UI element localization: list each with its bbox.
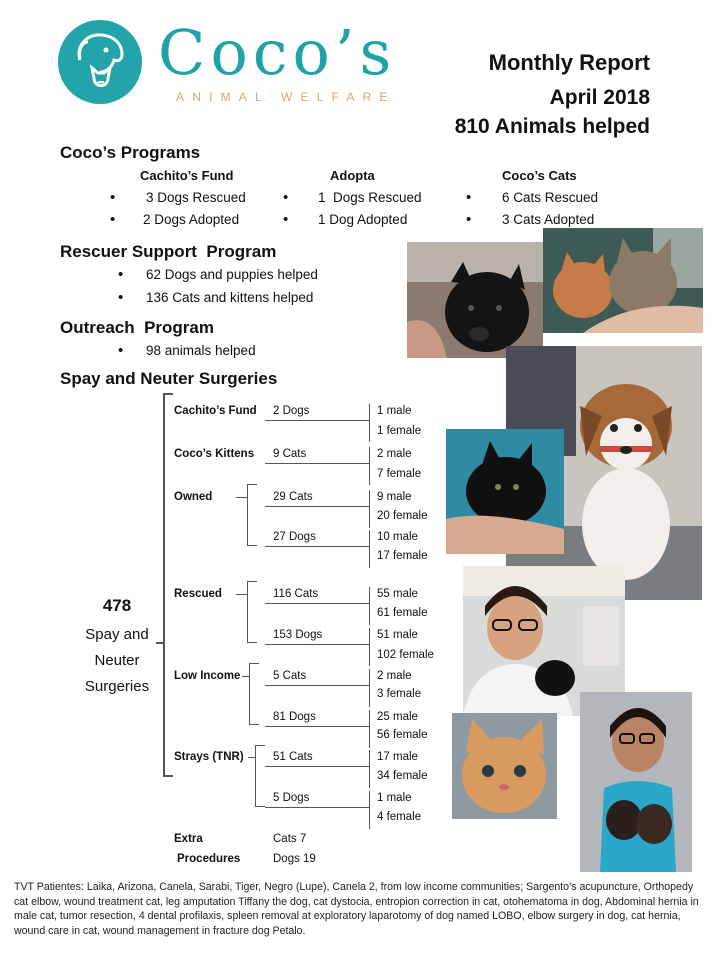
- list-item: 3 Dogs Rescued: [146, 190, 246, 205]
- female-count: 1 female: [377, 425, 422, 437]
- female-count: 61 female: [377, 607, 428, 619]
- report-period: April 2018: [549, 86, 650, 109]
- split-line: [369, 530, 370, 568]
- connector-line: [265, 644, 370, 645]
- male-count: 2 male: [377, 670, 412, 682]
- male-count: 1 male: [377, 405, 412, 417]
- sub-bracket: [247, 484, 248, 546]
- female-count: 3 female: [377, 688, 422, 700]
- main-bracket-tick: [156, 642, 164, 644]
- split-line: [369, 669, 370, 707]
- surgeries-total-label-2: Neuter: [94, 652, 140, 669]
- rescuer-support-title: Rescuer Support Program: [60, 242, 277, 261]
- group-label-strays: Strays (TNR): [174, 751, 244, 763]
- sub-bracket: [255, 745, 256, 807]
- male-count: 17 male: [377, 751, 418, 763]
- split-line: [369, 490, 370, 528]
- connector-line: [265, 766, 370, 767]
- list-item: 98 animals helped: [146, 343, 256, 358]
- program-name-adopta: Adopta: [330, 168, 375, 183]
- animals-helped-total: 810 Animals helped: [454, 115, 650, 138]
- extra-dogs: Dogs 19: [273, 853, 316, 865]
- male-count: 55 male: [377, 588, 418, 600]
- female-count: 4 female: [377, 811, 422, 823]
- brand-subtitle: ANIMAL WELFARE: [176, 90, 396, 104]
- female-count: 7 female: [377, 468, 422, 480]
- dog-cat-logo-icon: [58, 20, 142, 104]
- sub-bracket-top: [249, 663, 259, 664]
- list-item: 6 Cats Rescued: [502, 190, 599, 205]
- photo-black-kitten: [446, 429, 564, 554]
- sub-bracket-top: [247, 581, 257, 582]
- bullet-icon: •: [118, 266, 124, 283]
- group-label-rescued: Rescued: [174, 588, 222, 600]
- sub-bracket-bottom: [249, 724, 259, 725]
- male-count: 10 male: [377, 531, 418, 543]
- bullet-icon: •: [118, 342, 124, 359]
- split-line: [369, 404, 370, 442]
- female-count: 102 female: [377, 649, 434, 661]
- extra-cats: Cats 7: [273, 833, 307, 845]
- program-name-cocos-cats: Coco’s Cats: [502, 168, 577, 183]
- split-line: [369, 710, 370, 748]
- split-line: [369, 628, 370, 666]
- photo-girl-with-puppies: [580, 692, 692, 872]
- female-count: 17 female: [377, 550, 428, 562]
- main-bracket: [163, 393, 165, 776]
- main-bracket-bottom: [163, 775, 173, 777]
- surgeries-total-label-3: Surgeries: [84, 678, 150, 695]
- sub-bracket-bottom: [247, 545, 257, 546]
- bullet-icon: •: [283, 189, 289, 206]
- group-label-cocos-kittens: Coco’s Kittens: [174, 448, 255, 460]
- split-line: [369, 750, 370, 788]
- connector-line: [265, 603, 370, 604]
- sub-bracket-bottom: [247, 642, 257, 643]
- sub-bracket-top: [255, 745, 265, 746]
- connector-line: [265, 726, 370, 727]
- female-count: 20 female: [377, 510, 428, 522]
- brand-name: Coco’s: [158, 16, 397, 89]
- sub-bracket: [249, 663, 250, 725]
- photo-orange-kitten: [452, 713, 557, 819]
- group-count: 81 Dogs: [273, 711, 316, 723]
- male-count: 1 male: [377, 792, 412, 804]
- procedures-label: Procedures: [177, 853, 241, 865]
- group-count: 5 Dogs: [273, 792, 310, 804]
- connector-line: [265, 420, 370, 421]
- connector-line: [265, 807, 370, 808]
- bullet-icon: •: [466, 211, 472, 228]
- photo-black-puppy: [407, 242, 543, 358]
- group-label-cachito: Cachito’s Fund: [174, 405, 257, 417]
- list-item: 1 Dogs Rescued: [318, 190, 422, 205]
- split-line: [369, 447, 370, 485]
- surgeries-total-label-1: Spay and: [85, 626, 149, 643]
- sub-bracket-bottom: [255, 806, 265, 807]
- group-count: 27 Dogs: [273, 531, 316, 543]
- main-bracket-top: [163, 393, 173, 395]
- male-count: 25 male: [377, 711, 418, 723]
- connector-line: [265, 463, 370, 464]
- male-count: 51 male: [377, 629, 418, 641]
- brand-logo: [58, 20, 142, 104]
- group-count: 51 Cats: [273, 751, 313, 763]
- connector-line: [265, 546, 370, 547]
- group-label-owned: Owned: [174, 491, 213, 503]
- bullet-icon: •: [118, 289, 124, 306]
- extra-label: Extra: [174, 833, 203, 845]
- surgeries-total: 478: [102, 596, 132, 615]
- program-name-cachito: Cachito’s Fund: [140, 168, 234, 183]
- split-line: [369, 791, 370, 829]
- bullet-icon: •: [466, 189, 472, 206]
- outreach-title: Outreach Program: [60, 318, 214, 337]
- group-count: 2 Dogs: [273, 405, 310, 417]
- connector-line: [265, 506, 370, 507]
- list-item: 3 Cats Adopted: [502, 212, 595, 227]
- group-count: 9 Cats: [273, 448, 307, 460]
- connector-line: [265, 685, 370, 686]
- list-item: 136 Cats and kittens helped: [146, 290, 314, 305]
- bullet-icon: •: [110, 211, 116, 228]
- male-count: 9 male: [377, 491, 412, 503]
- group-count: 116 Cats: [273, 588, 319, 600]
- tvt-patients-note: TVT Patientes: Laika, Arizona, Canela, Sarabi, Tiger, Negro (Lupe), Canela 2, from low income communities; Sargento’s acupuncture, Orthopedy cat elbow, wound treatment cat, leg amputation Tiffany the dog, cat dystocia, entropion correction in cat, otohematoma in dog, Abdominal hernia in male cat, tumor resection, 4 dental profilaxis, spleen removal at exploratory laparotomy of dog named LOBO, elbow surgery in dog, cat hernia, wound care in cat, wound management in fracture dog Petalo.: [14, 881, 699, 937]
- group-count: 5 Cats: [273, 670, 307, 682]
- list-item: 2 Dogs Adopted: [143, 212, 240, 227]
- photo-two-kittens: [543, 228, 703, 333]
- group-count: 153 Dogs: [273, 629, 323, 641]
- group-label-low-income: Low Income: [174, 670, 241, 682]
- female-count: 56 female: [377, 729, 428, 741]
- female-count: 34 female: [377, 770, 428, 782]
- group-count: 29 Cats: [273, 491, 313, 503]
- sub-bracket-top: [247, 484, 257, 485]
- male-count: 2 male: [377, 448, 412, 460]
- programs-title: Coco’s Programs: [60, 143, 201, 162]
- bullet-icon: •: [283, 211, 289, 228]
- split-line: [369, 587, 370, 625]
- report-title: Monthly Report: [488, 50, 650, 75]
- surgeries-title: Spay and Neuter Surgeries: [60, 369, 278, 388]
- list-item: 62 Dogs and puppies helped: [146, 267, 318, 282]
- list-item: 1 Dog Adopted: [318, 212, 408, 227]
- bullet-icon: •: [110, 189, 116, 206]
- sub-bracket: [247, 581, 248, 643]
